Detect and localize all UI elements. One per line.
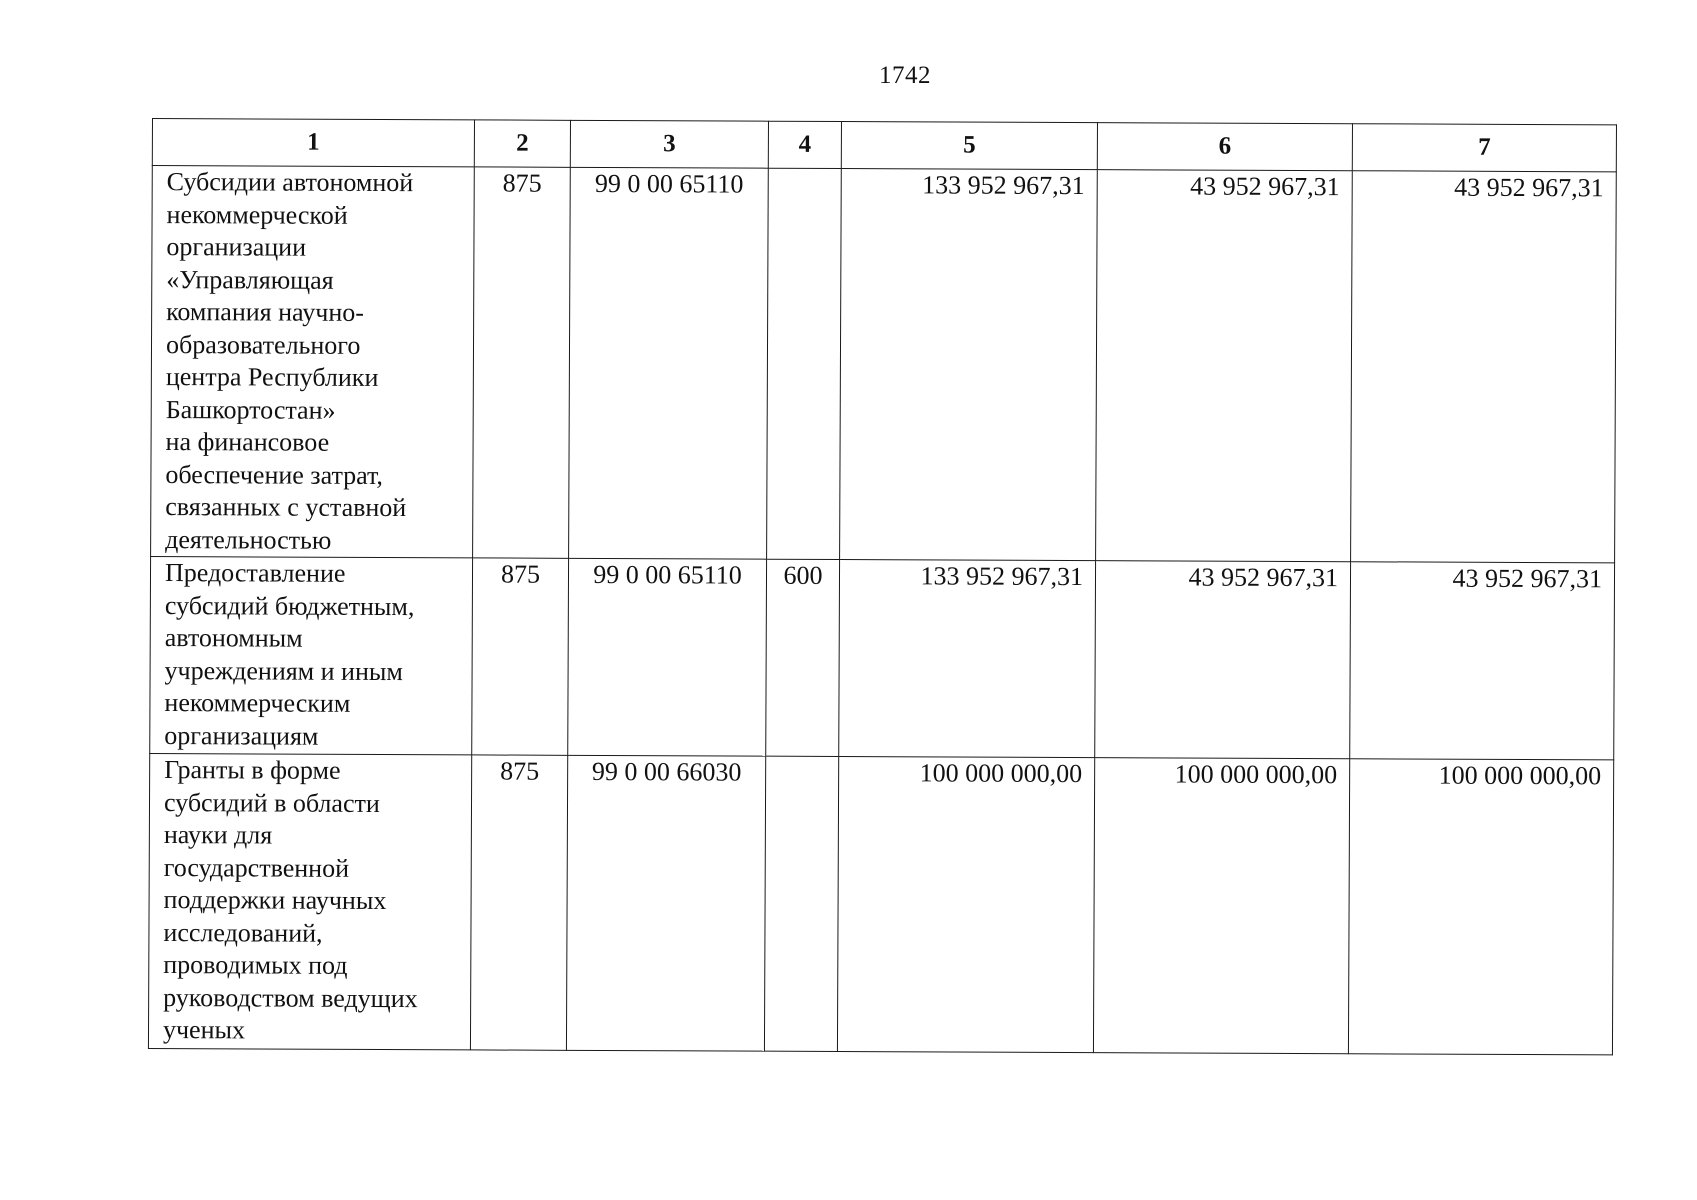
header-col-1: 1 bbox=[152, 119, 474, 167]
row-col5-cell: 100 000 000,00 bbox=[837, 757, 1094, 1053]
row-col7-cell: 43 952 967,31 bbox=[1350, 562, 1615, 760]
row-col2-cell: 875 bbox=[470, 755, 567, 1050]
row-col5-cell: 133 952 967,31 bbox=[840, 169, 1098, 561]
row-col5-cell: 133 952 967,31 bbox=[839, 560, 1096, 758]
row-col3-cell: 99 0 00 65110 bbox=[568, 558, 767, 756]
table-header-row bbox=[152, 119, 1616, 172]
header-col-5: 5 bbox=[841, 122, 1097, 170]
row-col3-cell: 99 0 00 65110 bbox=[569, 167, 769, 559]
row-name-cell: Предоставление субсидий бюджетным, автономным учреждениям и иным некоммерческим организациям bbox=[150, 556, 473, 754]
row-col4-cell bbox=[767, 168, 842, 559]
header-col-7: 7 bbox=[1352, 124, 1616, 172]
row-col6-cell: 43 952 967,31 bbox=[1095, 561, 1351, 759]
row-col2-cell: 875 bbox=[472, 558, 569, 755]
row-col7-cell: 43 952 967,31 bbox=[1351, 171, 1617, 563]
header-col-6: 6 bbox=[1097, 123, 1352, 171]
page-number: 1742 bbox=[879, 62, 931, 89]
header-col-3: 3 bbox=[570, 120, 768, 168]
row-col3-cell: 99 0 00 66030 bbox=[566, 755, 765, 1051]
table-row bbox=[150, 556, 1615, 759]
row-col6-cell: 43 952 967,31 bbox=[1096, 170, 1353, 562]
budget-table bbox=[148, 118, 1617, 1055]
row-col6-cell: 100 000 000,00 bbox=[1093, 758, 1349, 1054]
row-name-cell: Субсидии автономной некоммерческой организации «Управляющая компания научно- образовательного центра Республики Башкортостан» на финансовое обеспечение затрат, связанных с уставной деятельностью bbox=[151, 166, 475, 558]
header-col-2: 2 bbox=[474, 120, 570, 167]
row-col4-cell: 600 bbox=[766, 559, 840, 756]
header-col-4: 4 bbox=[768, 121, 841, 168]
row-name-cell: Гранты в форме субсидий в области науки для государственной поддержки научных исследований, проводимых под руководством ведущих ученых bbox=[148, 753, 471, 1049]
row-col7-cell: 100 000 000,00 bbox=[1348, 759, 1613, 1055]
row-col2-cell: 875 bbox=[473, 167, 571, 558]
table-row bbox=[148, 753, 1613, 1054]
table-row bbox=[151, 166, 1617, 563]
row-col4-cell bbox=[764, 756, 838, 1051]
